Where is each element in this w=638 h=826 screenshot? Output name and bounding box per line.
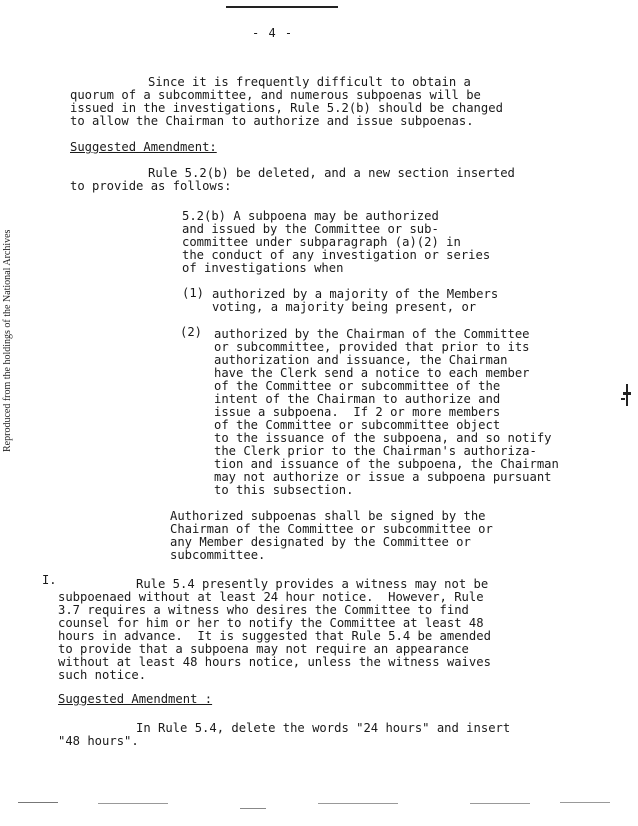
- rule-change-line: Rule 5.2(b) be deleted, and a new section inserted: [148, 166, 515, 180]
- item2-line: issue a subpoena. If 2 or more members: [214, 405, 501, 419]
- item2-line: authorized by the Chairman of the Committee: [214, 327, 530, 341]
- rule-text-line: and issued by the Committee or sub-: [182, 222, 439, 236]
- rule54-line: such notice.: [58, 668, 147, 682]
- rule-text-line: committee under subparagraph (a)(2) in: [182, 235, 461, 249]
- intro-line: issued in the investigations, Rule 5.2(b) should be changed: [70, 101, 503, 115]
- item2-line: to the issuance of the subpoena, and so notify: [214, 431, 552, 445]
- rule54-line: subpoenaed without at least 24 hour notice. However, Rule: [58, 590, 484, 604]
- intro-line: quorum of a subcommittee, and numerous subpoenas will be: [70, 88, 481, 102]
- item2-line: of the Committee or subcommittee object: [214, 418, 501, 432]
- intro-line: Since it is frequently difficult to obtain a: [148, 75, 471, 89]
- rule54-line: hours in advance. It is suggested that Rule 5.4 be amended: [58, 629, 491, 643]
- page-number: - 4 -: [252, 26, 294, 40]
- rule-text-line: the conduct of any investigation or series: [182, 248, 491, 262]
- scan-mark-icon: [620, 384, 634, 406]
- item2-line: tion and issuance of the subpoena, the Chairman: [214, 457, 559, 471]
- item2-line: intent of the Chairman to authorize and: [214, 392, 501, 406]
- section-number: I.: [42, 573, 57, 587]
- rule54-line: 3.7 requires a witness who desires the Committee to find: [58, 603, 469, 617]
- item2-line: of the Committee or subcommittee of the: [214, 379, 501, 393]
- signed-line: any Member designated by the Committee or: [170, 535, 471, 549]
- rule-text-line: of investigations when: [182, 261, 344, 275]
- archive-sidebar-note: Reproduced from the holdings of the National Archives: [2, 229, 13, 452]
- rule54-line: without at least 48 hours notice, unless the witness waives: [58, 655, 491, 669]
- intro-line: to allow the Chairman to authorize and issue subpoenas.: [70, 114, 474, 128]
- rule54-line: counsel for him or her to notify the Committee at least 48: [58, 616, 484, 630]
- item2-line: have the Clerk send a notice to each member: [214, 366, 530, 380]
- item2-line: or subcommittee, provided that prior to its: [214, 340, 530, 354]
- item2-line: the Clerk prior to the Chairman's authoriza-: [214, 444, 537, 458]
- rule-text-line: 5.2(b) A subpoena may be authorized: [182, 209, 439, 223]
- scan-noise-icon: [0, 796, 638, 816]
- item1-line: authorized by a majority of the Members: [212, 287, 499, 301]
- item2-line: authorization and issuance, the Chairman: [214, 353, 508, 367]
- item-number: (1): [182, 286, 205, 300]
- final-line: "48 hours".: [58, 734, 139, 748]
- item2-line: may not authorize or issue a subpoena pursuant: [214, 470, 552, 484]
- rule-change-line: to provide as follows:: [70, 179, 232, 193]
- item2-line: to this subsection.: [214, 483, 354, 497]
- rule54-line: to provide that a subpoena may not require an appearance: [58, 642, 469, 656]
- item1-line: voting, a majority being present, or: [212, 300, 477, 314]
- heading-suggested-amendment: Suggested Amendment :: [58, 692, 213, 706]
- top-rule: [226, 6, 338, 8]
- item-number: (2): [180, 325, 203, 339]
- signed-line: subcommittee.: [170, 548, 266, 562]
- signed-line: Chairman of the Committee or subcommittee or: [170, 522, 493, 536]
- final-line: In Rule 5.4, delete the words "24 hours" and insert: [136, 721, 511, 735]
- heading-suggested-amendment: Suggested Amendment:: [70, 140, 217, 154]
- rule54-line: Rule 5.4 presently provides a witness may not be: [136, 577, 489, 591]
- signed-line: Authorized subpoenas shall be signed by the: [170, 509, 486, 523]
